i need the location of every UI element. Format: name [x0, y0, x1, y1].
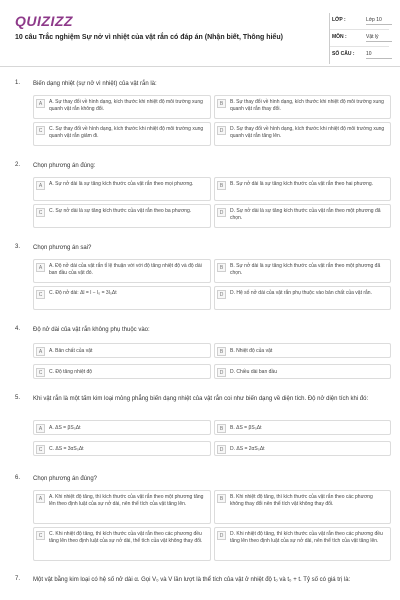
option-text: A. Độ nở dài của vật rắn tỉ lệ thuận với với độ tăng nhiệt độ và độ dài ban đầu của vật đó.: [49, 263, 202, 276]
option-letter: A: [36, 181, 45, 190]
option-letter: D: [217, 208, 226, 217]
option-a[interactable]: [33, 177, 211, 201]
option-letter: C: [36, 290, 45, 299]
option-letter: B: [217, 181, 226, 190]
option-letter: C: [36, 208, 45, 217]
option-text: A. Sự nở dài là sự tăng kích thước của vật rắn theo mọi phương.: [49, 181, 194, 187]
option-text: B. Sự nở dài là sự tăng kích thước của vật rắn theo một phương đã chọn.: [230, 263, 381, 276]
option-text: C. Khi nhiệt độ tăng, thì kích thước của vật rắn theo các phương đều tăng lên theo định luật của sự nở dài, thể tích của vật không thay đổi.: [49, 531, 203, 544]
option-d[interactable]: [214, 527, 391, 561]
option-d[interactable]: [214, 286, 391, 310]
meta-value: Vật lý: [366, 34, 392, 42]
option-letter: B: [217, 263, 226, 272]
option-d[interactable]: [214, 441, 391, 456]
question-text: Chọn phương án đúng:: [33, 163, 96, 169]
option-c[interactable]: [33, 204, 211, 228]
quizizz-logo: QUIZIZZ: [15, 13, 73, 29]
option-text: B. Nhiệt độ của vật: [230, 348, 273, 354]
option-letter: B: [217, 99, 226, 108]
option-text: D. Khi nhiệt độ tăng, thì kích thước của vật rắn theo các phương đều tăng lên theo định luật của sự nở dài, nên thể tích của vật tăng lên.: [230, 531, 383, 544]
option-d[interactable]: [214, 204, 391, 228]
question-text: Độ nở dài của vật rắn không phụ thuộc vào:: [33, 327, 150, 333]
question-text: Chọn phương án sai?: [33, 245, 92, 251]
option-b[interactable]: [214, 343, 391, 358]
option-letter: C: [36, 531, 45, 540]
option-text: D. Chiều dài ban đầu: [230, 369, 277, 375]
option-a[interactable]: [33, 343, 211, 358]
meta-row-count: [330, 47, 389, 64]
option-a[interactable]: [33, 95, 211, 119]
option-text: C. ΔS = 3αS₀Δt: [49, 446, 84, 452]
option-b[interactable]: [214, 259, 391, 283]
option-a[interactable]: [33, 259, 211, 283]
option-b[interactable]: [214, 490, 391, 524]
option-text: C. Độ tăng nhiệt độ: [49, 369, 93, 375]
option-d[interactable]: [214, 122, 391, 146]
worksheet-title: 10 câu Trắc nghiệm Sự nở vì nhiệt của vật rắn có đáp án (Nhận biết, Thông hiểu): [15, 34, 283, 41]
option-c[interactable]: [33, 286, 211, 310]
option-letter: C: [36, 368, 45, 377]
meta-row-class: [330, 13, 389, 30]
question-number: 2.: [15, 162, 21, 168]
question-number: 3.: [15, 244, 21, 250]
option-text: B. Sự nở dài là sự tăng kích thước của vật rắn theo hai phương.: [230, 181, 374, 187]
option-letter: A: [36, 263, 45, 272]
option-letter: D: [217, 445, 226, 454]
option-letter: C: [36, 126, 45, 135]
question-number: 5.: [15, 395, 21, 401]
option-text: B. Sự thay đổi về hình dạng, kích thước khi nhiệt độ môi trường xung quanh vật rắn thay đổi.: [230, 99, 384, 112]
header-divider: [0, 66, 400, 67]
question-number: 1.: [15, 80, 21, 86]
option-letter: B: [217, 424, 226, 433]
option-c[interactable]: [33, 364, 211, 379]
question-number: 6.: [15, 475, 21, 481]
option-letter: D: [217, 126, 226, 135]
option-b[interactable]: [214, 177, 391, 201]
option-letter: A: [36, 99, 45, 108]
option-d[interactable]: [214, 364, 391, 379]
option-text: C. Sự thay đổi về hình dạng, kích thước khi nhiệt độ môi trường xung quanh vật rắn giảm đi.: [49, 126, 204, 139]
option-letter: C: [36, 445, 45, 454]
option-text: C. Độ nở dài: Δl = l − l₀ = 3l₀Δt: [49, 290, 117, 296]
worksheet-meta: [329, 13, 389, 64]
option-b[interactable]: [214, 420, 391, 435]
option-letter: B: [217, 347, 226, 356]
option-c[interactable]: [33, 527, 211, 561]
option-text: A. Sự thay đổi về hình dạng, kích thước khi nhiệt độ môi trường xung quanh vật rắn không đổi.: [49, 99, 203, 112]
option-letter: D: [217, 368, 226, 377]
question-number: 7.: [15, 576, 21, 582]
question-text: Biến dạng nhiệt (sự nở vì nhiệt) của vật rắn là:: [33, 81, 157, 87]
meta-value: Lớp 10: [366, 17, 392, 25]
option-text: A. ΔS = βS₀Δt: [49, 425, 81, 431]
option-text: A. Bản chất của vật: [49, 348, 93, 354]
option-a[interactable]: [33, 420, 211, 435]
option-c[interactable]: [33, 122, 211, 146]
option-text: D. Sự nở dài là sự tăng kích thước của vật rắn theo một phương đã chọn.: [230, 208, 381, 221]
option-text: D. Sự thay đổi về hình dạng, kích thước khi nhiệt độ môi trường xung quanh vật rắn tăng lên.: [230, 126, 385, 139]
meta-key: LỚP :: [332, 17, 346, 23]
option-text: B. ΔS = βS₀Δt: [230, 425, 262, 431]
meta-row-subject: [330, 30, 389, 47]
meta-value: 10: [366, 51, 392, 59]
option-text: A. Khi nhiệt độ tăng, thì kích thước của vật rắn theo một phương tăng lên theo định luật của sự nở dài, nên thể tích của vật tăng lên.: [49, 494, 204, 507]
option-letter: A: [36, 424, 45, 433]
meta-key: SỐ CÂU :: [332, 51, 355, 57]
option-text: B. Khi nhiệt độ tăng, thì kích thước của vật rắn theo các phương không thay đổi nên thể tích vật không thay đổi.: [230, 494, 373, 507]
option-c[interactable]: [33, 441, 211, 456]
option-letter: A: [36, 494, 45, 503]
option-b[interactable]: [214, 95, 391, 119]
option-letter: D: [217, 290, 226, 299]
question-number: 4.: [15, 326, 21, 332]
option-a[interactable]: [33, 490, 211, 524]
worksheet-header: [0, 0, 400, 72]
option-letter: B: [217, 494, 226, 503]
option-text: D. Hệ số nở dài của vật rắn phụ thuộc vào bản chất của vật rắn.: [230, 290, 372, 296]
meta-key: MÔN :: [332, 34, 347, 40]
question-text: Khi vật rắn là một tấm kim loại mỏng phẳng biến dạng nhiệt của vật rắn coi như biến dạng về diện tích. Độ nở diện tích khi đó:: [33, 396, 369, 402]
option-text: D. ΔS = 2αS₀Δt: [230, 446, 265, 452]
question-text: Chọn phương án đúng?: [33, 476, 98, 482]
option-letter: D: [217, 531, 226, 540]
question-text: Một vật bằng kim loại có hệ số nở dài α. Gọi V₀ và V lần lượt là thể tích của vật ở nhiệt độ t₀ và t₀ + t. Tỷ số có giá trị là:: [33, 577, 351, 583]
option-text: C. Sự nở dài là sự tăng kích thước của vật rắn theo ba phương.: [49, 208, 192, 214]
option-letter: A: [36, 347, 45, 356]
